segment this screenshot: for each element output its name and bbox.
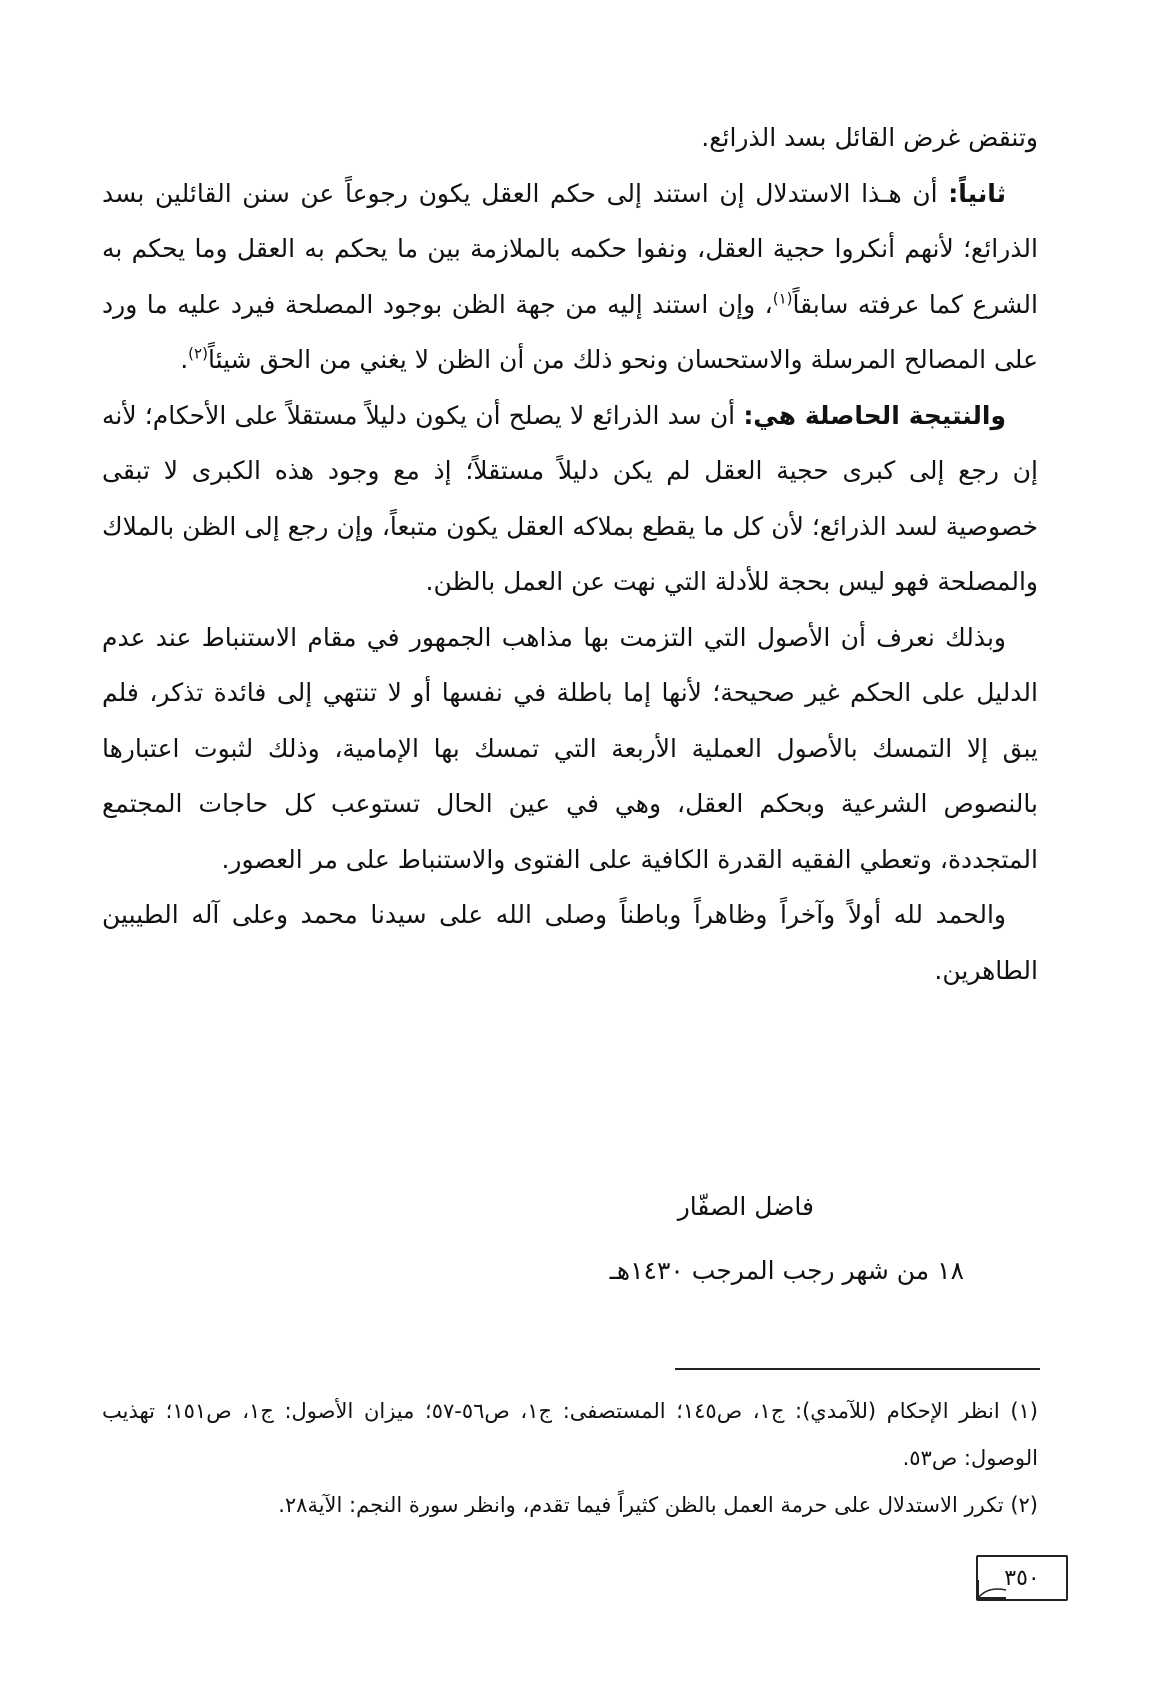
signature-block [610, 1188, 964, 1290]
main-text [102, 110, 1038, 998]
paragraph-text: وتنقض غرض القائل بسد الذرائع. [701, 123, 1038, 152]
page-number: ٣٥٠ [1004, 1565, 1040, 1591]
footnote-ref-2: (٢) [188, 344, 208, 363]
signature-date: ١٨ من شهر رجب المرجب ١٤٣٠هـ [609, 1256, 964, 1285]
footnote-2: (٢) تكرر الاستدلال على حرمة العمل بالظن كثيراً فيما تقدم، وانظر سورة النجم: الآية٢٨. [278, 1493, 1038, 1517]
paragraph-text-cont: ، وإن استند إليه من جهة الظن بوجود المصلحة فيرد عليه ما ورد على المصالح المرسلة والاستحسان ونحو ذلك من أن الظن لا يغني من الحق شيئاً [102, 289, 1038, 374]
footnote-1: (١) انظر الإحكام (للآمدي): ج١، ص١٤٥؛ المستصفى: ج١، ص٥٦-٥٧؛ ميزان الأصول: ج١، ص١٥١؛ تهذيب الوصول: ص٥٣. [102, 1399, 1038, 1470]
paragraph-5 [102, 887, 1038, 998]
paragraph-1 [102, 110, 1038, 166]
paragraph-text: أن هـذا الاستدلال إن استند إلى حكم العقل يكون رجوعاً عن سنن القائلين بسد الذرائع؛ لأنهم أنكروا حجية العقل، ونفوا حكمه بالملازمة بين ما يحكم به العقل وما يحكم به الشرع كما عرفته سابقاً [102, 178, 1038, 319]
page-curl-icon [976, 1578, 1008, 1600]
paragraph-lead: والنتيجة الحاصلة هي: [743, 400, 1006, 430]
paragraph-4 [102, 610, 1038, 888]
footnote-ref-1: (١) [772, 289, 793, 308]
paragraph-3 [102, 388, 1038, 610]
paragraph-lead: ثانياً: [948, 178, 1006, 208]
paragraph-text-end: . [180, 345, 189, 374]
footnotes [102, 1388, 1038, 1529]
paragraph-2 [102, 166, 1038, 388]
paragraph-text: وبذلك نعرف أن الأصول التي التزمت بها مذاهب الجمهور في مقام الاستنباط عند عدم الدليل على الحكم غير صحيحة؛ لأنها إما باطلة في نفسها أو لا تنتهي إلى فائدة تذكر، فلم يبق إلا التمسك بالأصول العملية الأربعة التي تمسك بها الإمامية، وذلك لثبوت اعتبارها بالنصوص الشرعية وبحكم العقل، وهي في عين الحال تستوعب كل حاجات المجتمع المتجددة، وتعطي الفقيه القدرة الكافية على الفتوى والاستنباط على مر العصور. [102, 622, 1038, 874]
author-name: فاضل الصفّار [677, 1192, 814, 1221]
paragraph-text: والحمد لله أولاً وآخراً وظاهراً وباطناً وصلى الله على سيدنا محمد وعلى آله الطيبين الطاهرين. [102, 900, 1038, 985]
paragraph-text: أن سد الذرائع لا يصلح أن يكون دليلاً مستقلاً على الأحكام؛ لأنه إن رجع إلى كبرى حجية العقل لم يكن دليلاً مستقلاً؛ إذ مع وجود هذه الكبرى لا تبقى خصوصية لسد الذرائع؛ لأن كل ما يقطع بملاكه العقل يكون متبعاً، وإن رجع إلى الظن بالملاك والمصلحة فهو ليس بحجة للأدلة التي نهت عن العمل بالظن. [102, 400, 1038, 596]
footnote-divider [675, 1368, 1040, 1370]
